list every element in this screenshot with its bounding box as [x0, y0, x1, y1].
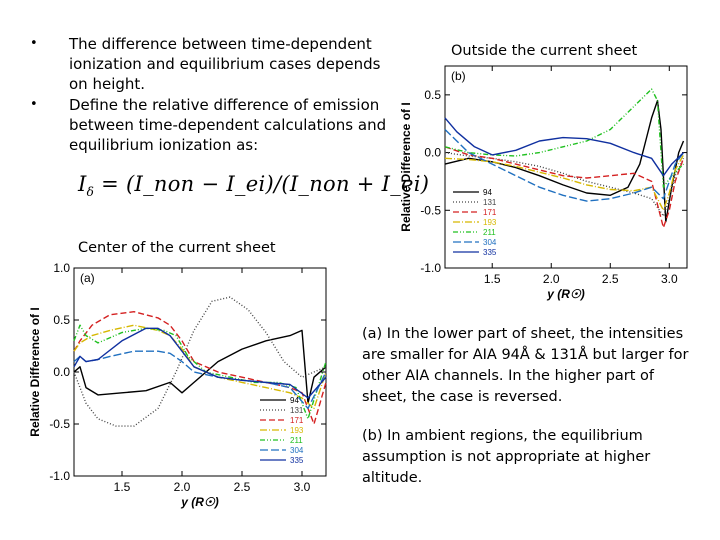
series-line-304	[445, 130, 684, 202]
y-tick-label: -1.0	[420, 261, 441, 275]
series-line-131	[445, 153, 684, 217]
series-line-304	[74, 351, 326, 408]
center-sheet-title: Center of the current sheet	[78, 240, 276, 256]
y-tick-label: -0.5	[420, 203, 441, 218]
bullet-item: • The difference between time-dependent ionization and equilibrium cases depends on height.	[30, 34, 390, 94]
bullet-list	[30, 34, 390, 156]
chart-center-sheet	[20, 262, 340, 522]
x-tick-label: 3.0	[660, 272, 678, 286]
formula-rhs: = (I_non − I_ei)/(I_non + I_ei)	[101, 172, 430, 196]
relative-difference-formula	[78, 172, 429, 199]
legend-label-94: 94	[483, 188, 492, 197]
legend-label-131: 131	[483, 198, 497, 207]
plot-frame	[445, 66, 687, 268]
series-line-94	[445, 101, 684, 222]
y-tick-label: 0.5	[53, 313, 70, 327]
legend-label-211: 211	[483, 228, 496, 237]
legend-label-131: 131	[290, 406, 304, 415]
x-tick-label: 2.5	[601, 272, 619, 286]
x-tick-label: 1.5	[483, 272, 501, 286]
series-line-193	[445, 155, 684, 210]
outside-sheet-title: Outside the current sheet	[451, 43, 638, 59]
x-axis-label: y (R☉)	[547, 287, 585, 301]
x-tick-label: 2.0	[542, 272, 560, 286]
x-tick-label: 2.0	[173, 480, 191, 494]
x-tick-label: 2.5	[233, 480, 251, 494]
y-tick-label: -1.0	[49, 469, 70, 483]
formula-lhs-sub: δ	[86, 185, 95, 200]
panel-label: (a)	[80, 271, 95, 285]
note-a: (a) In the lower part of sheet, the intensities are smaller for AIA 94Å & 131Å but larger for other AIA channels. In the higher part of sheet, the case is reversed.	[362, 326, 689, 405]
y-tick-label: -0.5	[49, 417, 70, 431]
x-tick-label: 3.0	[293, 480, 311, 494]
y-tick-label: 1.0	[53, 261, 70, 275]
chart-outside-sheet	[395, 62, 695, 302]
y-axis-label: Relative Difference of I	[399, 102, 413, 232]
series-line-193	[74, 325, 326, 408]
y-tick-label: 0.5	[424, 87, 441, 102]
x-axis-label: y (R☉)	[181, 495, 219, 509]
legend-label-193: 193	[290, 426, 304, 435]
legend-label-171: 171	[290, 416, 304, 425]
legend-label-304: 304	[290, 446, 304, 455]
legend-label-94: 94	[290, 396, 299, 405]
x-tick-label: 1.5	[113, 480, 131, 494]
formula-lhs: I	[78, 172, 87, 196]
y-tick-label: 0.0	[424, 145, 441, 160]
y-tick-label: 0.0	[53, 365, 70, 379]
legend-label-335: 335	[483, 248, 497, 257]
y-axis-label: Relative Difference of I	[28, 307, 42, 437]
legend-label-335: 335	[290, 456, 304, 465]
series-line-171	[74, 312, 326, 424]
legend-label-193: 193	[483, 218, 497, 227]
legend-label-211: 211	[290, 436, 303, 445]
series-line-211	[74, 325, 326, 419]
plot-frame	[74, 268, 326, 476]
legend-label-304: 304	[483, 238, 497, 247]
legend-label-171: 171	[483, 208, 497, 217]
series-line-131	[74, 297, 326, 426]
bullet-item: • Define the relative difference of emission between time-dependent calculations and equilibrium ionization as:	[30, 95, 390, 155]
note-b: (b) In ambient regions, the equilibrium assumption is not appropriate at higher altitude.	[362, 428, 651, 486]
panel-label: (b)	[451, 69, 466, 83]
